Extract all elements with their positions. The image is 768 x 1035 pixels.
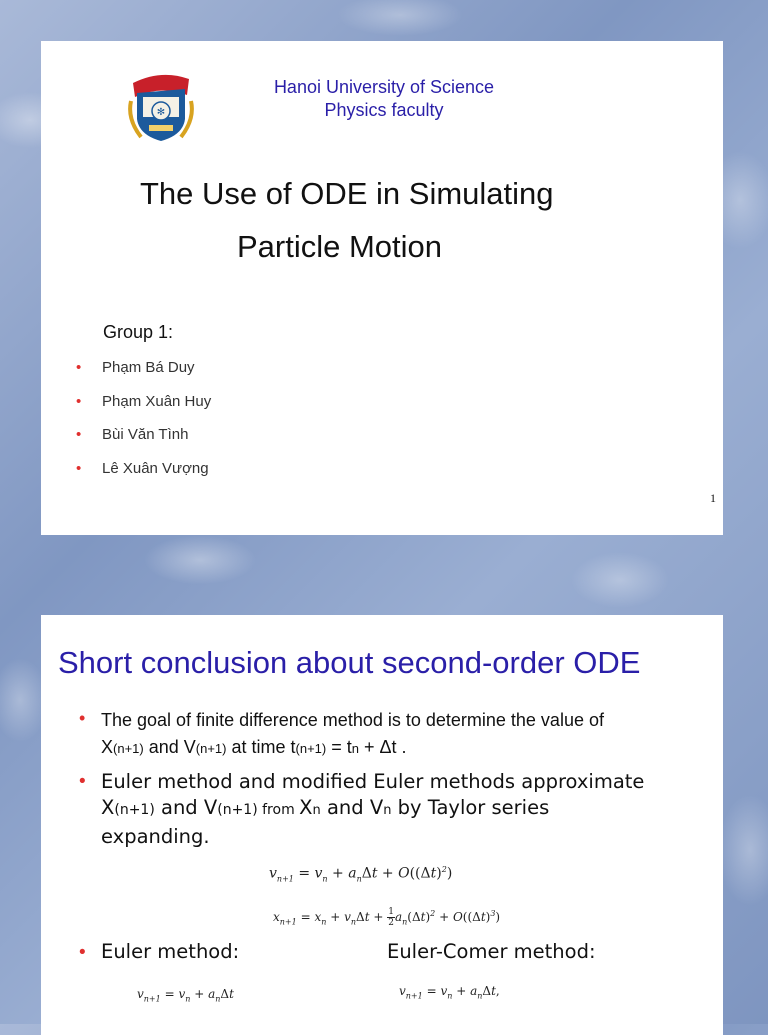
title-slide xyxy=(41,41,723,535)
euler-comer-method-label: Euler-Comer method: xyxy=(387,940,596,963)
text: expanding. xyxy=(101,825,210,848)
subscript: (n+1) xyxy=(295,741,327,756)
group-label: Group 1: xyxy=(103,322,174,342)
subscript: (n+1) xyxy=(114,802,155,818)
conclusion-slide xyxy=(41,615,723,1035)
member-name: Phạm Xuân Huy xyxy=(102,392,212,410)
member-list xyxy=(76,357,211,491)
text: and V xyxy=(143,737,196,757)
bullet-icon: • xyxy=(76,392,82,410)
symbol-x: X xyxy=(101,737,114,757)
presentation-title-line2: Particle Motion xyxy=(237,229,443,264)
bullet-icon: • xyxy=(79,771,86,792)
euler-method-label: Euler method: xyxy=(101,940,240,963)
bullet-icon: • xyxy=(76,459,82,477)
text: = t xyxy=(326,737,352,757)
equation-velocity-taylor: $v_{n+1} = v_n + a_n\Delta t + O((\Delta t)^2)$ xyxy=(269,865,453,884)
bullet-icon: • xyxy=(79,708,86,728)
symbol-x: X xyxy=(101,796,115,819)
subscript: (n+1) xyxy=(113,741,144,756)
bullet-goal xyxy=(101,707,711,762)
text: + Δt . xyxy=(359,737,407,757)
text: and V xyxy=(320,796,384,819)
member-item xyxy=(76,458,211,492)
faculty-name: Physics faculty xyxy=(324,100,444,120)
subscript: (n+1) xyxy=(195,741,227,756)
bullet-icon: • xyxy=(76,359,82,376)
subscript: n xyxy=(351,741,359,756)
presentation-title-line1: The Use of ODE in Simulating xyxy=(140,176,554,211)
text: and V xyxy=(154,796,218,819)
equation-euler: $v_{n+1} = v_n + a_n\Delta t$ xyxy=(137,987,234,1004)
svg-text:✻: ✻ xyxy=(156,107,166,118)
member-item xyxy=(76,357,211,391)
bullet-icon: • xyxy=(79,942,86,963)
text: from xyxy=(257,802,300,818)
equation-euler-comer: $v_{n+1} = v_n + a_n\Delta t$, xyxy=(399,984,500,1001)
bullet-icon: • xyxy=(76,426,82,443)
page-number: 1 xyxy=(710,491,716,505)
member-item xyxy=(76,424,211,458)
member-name: Lê Xuân Vượng xyxy=(102,459,209,477)
university-name: Hanoi University of Science xyxy=(273,77,495,97)
subscript: n xyxy=(383,803,392,818)
university-logo xyxy=(127,71,195,143)
text: Euler method and modified Euler methods approximate xyxy=(101,770,645,793)
member-name: Bùi Văn Tình xyxy=(102,426,189,443)
member-item xyxy=(76,391,211,425)
subscript: n xyxy=(312,803,321,818)
bullet-goal-line1: The goal of finite difference method is to determine the value of xyxy=(101,710,604,730)
text: at time t xyxy=(226,737,296,757)
subscript: (n+1) xyxy=(217,802,258,818)
slide-title: Short conclusion about second-order ODE xyxy=(58,645,641,680)
bullet-euler-approx xyxy=(101,769,711,850)
equation-position-taylor: $x_{n+1} = x_n + v_n\Delta t$ + $\frac{1}{2}$ $a_n(\Delta t)^2 + O((\Delta t)^3)$ xyxy=(273,907,501,928)
member-name: Phạm Bá Duy xyxy=(102,359,195,376)
text: by Taylor series xyxy=(391,796,550,819)
text: X xyxy=(299,796,313,819)
